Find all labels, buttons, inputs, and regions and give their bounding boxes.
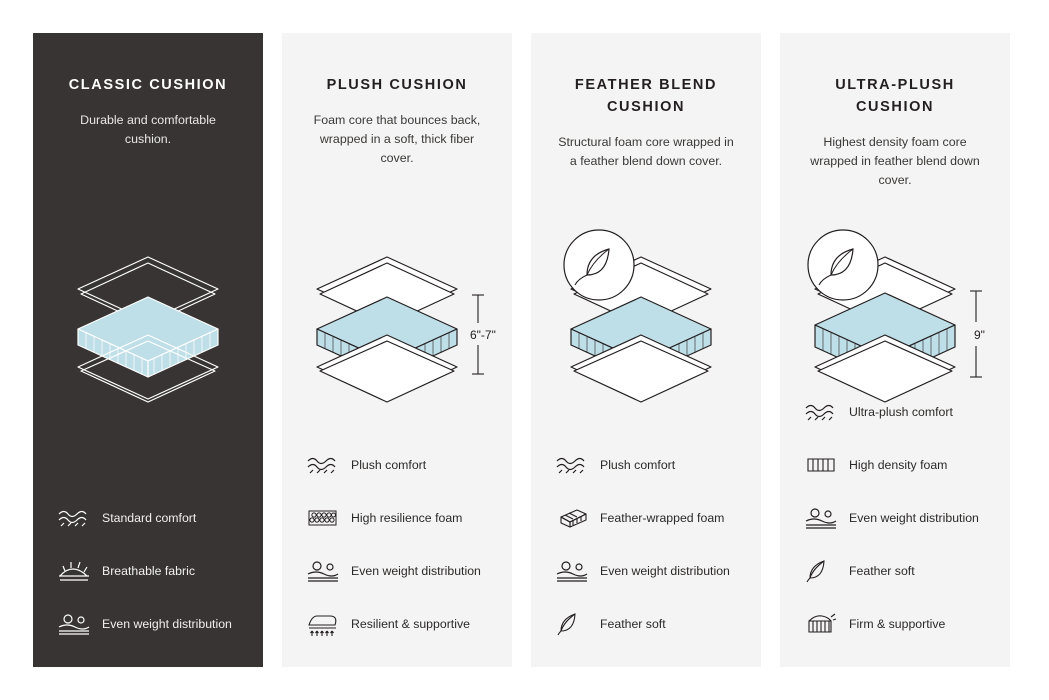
feather-wrapped-foam-icon <box>555 502 595 534</box>
firm-support-icon <box>804 608 844 640</box>
even-weight-icon <box>306 555 346 587</box>
card-ultra-plush-cushion[interactable] <box>780 33 1010 667</box>
feature-label: High density foam <box>849 457 948 472</box>
leaf-badge-icon <box>564 230 634 300</box>
feature-list-ultra-plush <box>804 395 994 641</box>
card-plush-cushion[interactable] <box>282 33 512 667</box>
leaf-badge-icon <box>808 230 878 300</box>
feature-label: Feather-wrapped foam <box>600 510 725 525</box>
feature-label: Plush comfort <box>351 457 427 472</box>
feature-label: Even weight distribution <box>849 510 979 525</box>
feature-label: Standard comfort <box>102 510 197 525</box>
high-density-foam-icon <box>804 449 844 481</box>
card-classic-cushion[interactable] <box>33 33 263 667</box>
feature-label: Even weight distribution <box>351 563 481 578</box>
list-item <box>555 448 745 482</box>
card-description: Structural foam core wrapped in a feather blend down cover. <box>558 134 734 168</box>
height-label-plush: 6"-7" <box>470 328 496 342</box>
feature-list-classic <box>57 501 247 641</box>
card-description: Highest density foam core wrapped in feather blend down cover. <box>810 134 980 187</box>
feature-label: Firm & supportive <box>849 616 946 631</box>
leaf-icon <box>555 608 595 640</box>
list-item <box>804 395 994 429</box>
layer-illustration-ultra-plush <box>780 219 1010 409</box>
list-item <box>804 554 994 588</box>
layer-illustration-feather-blend <box>531 219 761 409</box>
list-item <box>555 501 745 535</box>
page-title: FEATHER BLEND CUSHION <box>574 77 718 115</box>
even-weight-icon <box>57 608 97 640</box>
feature-label: Breathable fabric <box>102 563 195 578</box>
resilient-support-icon <box>306 608 346 640</box>
feature-list-plush <box>306 448 496 641</box>
card-description: Durable and comfortable cushion. <box>80 112 216 146</box>
feature-label: Even weight distribution <box>102 616 232 631</box>
feature-list-feather-blend <box>555 448 745 641</box>
feature-label: Feather soft <box>600 616 666 631</box>
breathable-fabric-icon <box>57 555 97 587</box>
page-title: PLUSH CUSHION <box>326 77 468 93</box>
even-weight-icon <box>555 555 595 587</box>
list-item <box>306 448 496 482</box>
honeycomb-foam-icon <box>306 502 346 534</box>
list-item <box>306 607 496 641</box>
feature-label: Plush comfort <box>600 457 676 472</box>
list-item <box>57 607 247 641</box>
list-item <box>57 554 247 588</box>
list-item <box>555 607 745 641</box>
feature-label: Even weight distribution <box>600 563 730 578</box>
list-item <box>804 607 994 641</box>
page-title: CLASSIC CUSHION <box>68 77 228 93</box>
card-row <box>33 33 1010 667</box>
list-item <box>804 501 994 535</box>
height-label-ultra-plush: 9" <box>974 328 985 342</box>
wave-lines-icon <box>306 449 346 481</box>
layer-illustration-plush <box>282 219 512 409</box>
layer-illustration-classic <box>33 219 263 409</box>
even-weight-icon <box>804 502 844 534</box>
card-description: Foam core that bounces back, wrapped in a soft, thick fiber cover. <box>313 112 481 166</box>
wave-lines-icon <box>57 502 97 534</box>
list-item <box>57 501 247 535</box>
feature-label: Resilient & supportive <box>351 616 470 631</box>
list-item <box>306 554 496 588</box>
card-feather-blend-cushion[interactable] <box>531 33 761 667</box>
feature-label: Ultra-plush comfort <box>849 404 953 419</box>
list-item <box>804 448 994 482</box>
wave-lines-icon <box>804 396 844 428</box>
feature-label: Feather soft <box>849 563 915 578</box>
wave-lines-icon <box>555 449 595 481</box>
feature-label: High resilience foam <box>351 510 463 525</box>
list-item <box>306 501 496 535</box>
leaf-icon <box>804 555 844 587</box>
page-title: ULTRA-PLUSH CUSHION <box>835 77 955 115</box>
list-item <box>555 554 745 588</box>
